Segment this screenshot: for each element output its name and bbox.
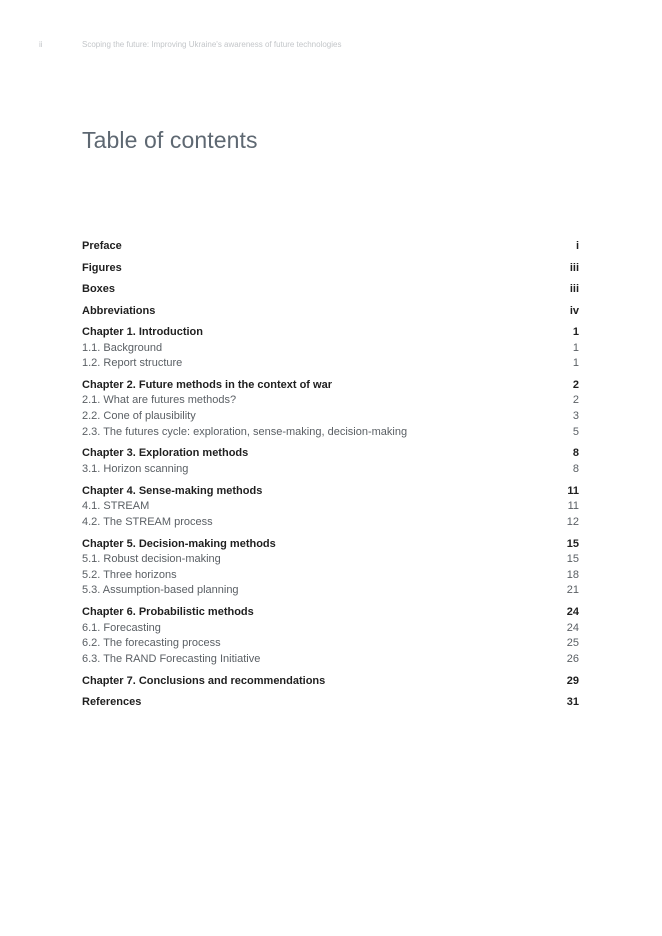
toc-entry-page: 2: [572, 378, 579, 391]
toc-entry-page: 11: [567, 484, 579, 497]
toc-entry-page: 15: [566, 537, 579, 550]
toc-entry-title: Chapter 5. Decision-making methods: [82, 537, 276, 550]
toc-subentry-title: 5.1. Robust decision-making: [82, 553, 221, 565]
toc-group: [82, 324, 579, 372]
toc-entry-title: Chapter 3. Exploration methods: [82, 447, 249, 460]
toc-subentry-title: 5.3. Assumption-based planning: [82, 584, 239, 597]
toc-subentry-page: 26: [566, 652, 579, 665]
toc-subentry-page: 15: [566, 553, 579, 565]
header-page-number: ii: [39, 40, 43, 49]
toc-subentry[interactable]: [82, 552, 579, 568]
toc-entry[interactable]: [82, 536, 579, 553]
toc-entry-title: Chapter 6. Probabilistic methods: [82, 606, 254, 619]
toc-subentry[interactable]: [82, 393, 579, 409]
toc-entry-page: i: [575, 240, 579, 252]
toc-group: [82, 445, 579, 477]
toc-subentry-page: 1: [572, 341, 579, 354]
toc-entry-title: References: [82, 696, 142, 709]
toc-entry-page: 31: [566, 696, 579, 709]
toc-entry-page: 8: [572, 447, 579, 460]
toc-subentry-title: 2.3. The futures cycle: exploration, sense-making, decision-making: [82, 425, 408, 438]
toc-subentry-page: 25: [566, 637, 579, 650]
toc-entry[interactable]: [82, 604, 579, 621]
toc-subentry-title: 6.3. The RAND Forecasting Initiative: [82, 652, 261, 665]
header-document-title: Scoping the future: Improving Ukraine's awareness of future technologies: [82, 40, 342, 49]
toc-subentry[interactable]: [82, 425, 579, 441]
toc-subentry-page: 2: [572, 394, 579, 407]
toc-entry[interactable]: [82, 694, 579, 711]
toc-group: [82, 673, 579, 690]
toc-subentry-page: 1: [572, 357, 579, 370]
toc-entry-title: Boxes: [82, 283, 116, 295]
toc-entry-page: iv: [569, 304, 579, 317]
toc-group: [82, 377, 579, 441]
toc-subentry-title: 1.1. Background: [82, 341, 163, 354]
toc-entry[interactable]: [82, 445, 579, 462]
toc-group: [82, 483, 579, 531]
toc-entry-title: Abbreviations: [82, 304, 156, 317]
toc-group: [82, 536, 579, 600]
toc-group: [82, 303, 579, 320]
toc-subentry-page: 21: [566, 584, 579, 597]
toc-subentry[interactable]: [82, 341, 579, 357]
table-of-contents: [82, 238, 579, 716]
toc-subentry[interactable]: [82, 568, 579, 584]
toc-subentry[interactable]: [82, 499, 579, 515]
toc-entry[interactable]: [82, 377, 579, 394]
toc-subentry-page: 12: [566, 515, 579, 528]
toc-entry[interactable]: [82, 238, 579, 255]
toc-subentry-title: 5.2. Three horizons: [82, 568, 177, 581]
toc-group: [82, 604, 579, 668]
toc-entry[interactable]: [82, 281, 579, 298]
toc-entry[interactable]: [82, 324, 579, 341]
toc-entry[interactable]: [82, 303, 579, 320]
toc-entry-title: Chapter 1. Introduction: [82, 326, 203, 338]
toc-entry[interactable]: [82, 260, 579, 277]
toc-subentry-title: 2.2. Cone of plausibility: [82, 410, 196, 423]
toc-subentry-title: 2.1. What are futures methods?: [82, 394, 237, 407]
running-header: [0, 40, 662, 54]
toc-subentry[interactable]: [82, 356, 579, 372]
toc-entry-title: Chapter 4. Sense-making methods: [82, 484, 263, 497]
toc-subentry[interactable]: [82, 462, 579, 478]
toc-entry-page: iii: [569, 283, 579, 295]
toc-entry-title: Chapter 7. Conclusions and recommendations: [82, 674, 326, 687]
toc-entry-page: 29: [566, 674, 579, 687]
toc-subentry-title: 4.1. STREAM: [82, 500, 150, 513]
toc-entry-title: Preface: [82, 240, 122, 252]
toc-subentry-title: 3.1. Horizon scanning: [82, 462, 189, 475]
toc-group: [82, 238, 579, 255]
toc-subentry-page: 3: [572, 410, 579, 423]
toc-subentry[interactable]: [82, 636, 579, 652]
toc-group: [82, 694, 579, 711]
toc-entry-title: Figures: [82, 261, 122, 274]
page-title: Table of contents: [82, 127, 258, 153]
toc-group: [82, 260, 579, 277]
toc-subentry[interactable]: [82, 583, 579, 599]
toc-subentry-page: 11: [567, 500, 579, 513]
toc-entry[interactable]: [82, 483, 579, 500]
toc-subentry-page: 18: [566, 568, 579, 581]
toc-subentry[interactable]: [82, 515, 579, 531]
toc-subentry-title: 4.2. The STREAM process: [82, 515, 213, 528]
toc-entry-title: Chapter 2. Future methods in the context of war: [82, 378, 332, 391]
toc-subentry-title: 6.1. Forecasting: [82, 621, 161, 634]
toc-entry-page: iii: [569, 261, 579, 274]
toc-entry[interactable]: [82, 673, 579, 690]
toc-subentry-page: 8: [572, 462, 579, 475]
toc-subentry[interactable]: [82, 409, 579, 425]
toc-entry-page: 24: [566, 606, 579, 619]
toc-subentry-title: 6.2. The forecasting process: [82, 637, 221, 650]
toc-subentry-title: 1.2. Report structure: [82, 357, 183, 370]
toc-subentry[interactable]: [82, 652, 579, 668]
toc-entry-page: 1: [572, 326, 579, 338]
toc-subentry[interactable]: [82, 621, 579, 637]
toc-group: [82, 281, 579, 298]
toc-subentry-page: 24: [566, 621, 579, 634]
toc-subentry-page: 5: [572, 425, 579, 438]
